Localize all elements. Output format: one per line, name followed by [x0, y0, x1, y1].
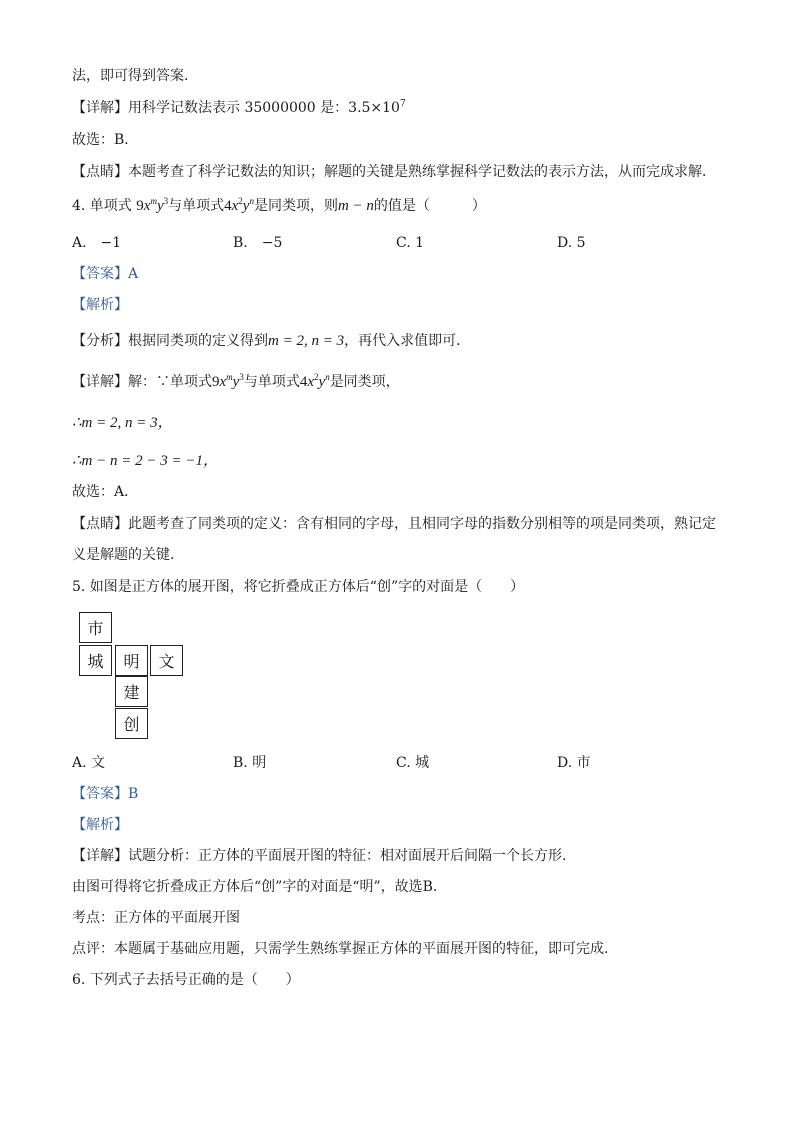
net-cell-shi: 市 — [79, 612, 112, 643]
net-cell-cheng: 城 — [79, 645, 112, 676]
q4-answer: 【答案】A — [72, 266, 139, 282]
q5-answer: 【答案】B — [72, 786, 139, 802]
q4-analysis-pre: 【分析】根据同类项的定义得到 — [72, 333, 268, 349]
q4-step-1: ∴m = 2, n = 3， — [72, 415, 173, 431]
q5-reason: 由图可得将它折叠成正方体后“创”字的对面是“明”，故选B. — [72, 879, 438, 895]
q4-analysis-heading: 【解析】 — [72, 297, 128, 313]
q5-analysis-heading: 【解析】 — [72, 817, 128, 833]
q5-option-b: B. 明 — [233, 755, 267, 771]
net-cell-chuang: 创 — [115, 708, 148, 739]
q4-detail-mid: 与单项式 — [243, 374, 300, 390]
q4-analysis-cond: m = 2, n = 3 — [268, 333, 345, 349]
q5-option-a: A. 文 — [72, 755, 106, 771]
q3-detail — [72, 98, 406, 118]
q3-exponent: 7 — [399, 99, 406, 109]
q5-detail: 【详解】试题分析：正方体的平面展开图的特征：相对面展开后间隔一个长方形. — [72, 848, 567, 864]
net-cell-jian: 建 — [115, 676, 148, 707]
q6-stem: 6. 下列式子去括号正确的是（ ） — [72, 972, 300, 988]
net-cell-ming: 明 — [115, 645, 148, 676]
q4-stem-mid2: 是同类项，则 — [253, 198, 338, 214]
q4-monomial-2: $4x^2y^n$ — [224, 196, 254, 214]
q4-stem-mid1: 与单项式 — [168, 198, 225, 214]
q5-option-c: C. 城 — [396, 755, 430, 771]
q4-monomial-1: $9x^my^3$ — [136, 196, 169, 214]
q4-step-2: ∴m − n = 2 − 3 = −1， — [72, 453, 218, 469]
q4-stem — [72, 196, 486, 216]
q4-option-c: C. 1 — [396, 235, 425, 251]
q3-comment: 【点睛】本题考查了科学记数法的知识；解题的关键是熟练掌握科学记数法的表示方法，从而完成求解． — [72, 164, 716, 180]
q5-knowledge-point: 考点：正方体的平面展开图 — [72, 910, 240, 926]
q4-stem-end: 的值是（ ） — [373, 198, 486, 214]
q4-option-b: B. −5 — [233, 235, 283, 251]
q4-choose: 故选：A． — [72, 484, 139, 500]
q4-option-a: A. −1 — [72, 235, 122, 251]
q3-choose: 故选：B． — [72, 132, 139, 148]
q3-detail-text: 【详解】用科学记数法表示 35000000 是：3.5×10 — [72, 100, 400, 116]
q5-option-d: D. 市 — [557, 755, 591, 771]
q5-review: 点评：本题属于基础应用题，只需学生熟练掌握正方体的平面展开图的特征，即可完成. — [72, 941, 609, 957]
q4-detail-post: 是同类项， — [329, 374, 400, 390]
q4-analysis — [72, 331, 470, 351]
q4-detail-monomial-2: $4x^2y^n$ — [299, 372, 330, 390]
q3-text-tail: 法，即可得到答案． — [72, 68, 198, 84]
q4-analysis-post: ，再代入求值即可． — [344, 333, 471, 349]
q4-stem-start: 4. 单项式 — [72, 198, 132, 214]
q4-detail-pre: 【详解】解：∵单项式 — [72, 374, 212, 390]
net-cell-wen: 文 — [150, 645, 183, 676]
q4-detail-monomial-1: $9x^my^3$ — [212, 372, 244, 390]
q4-target-expr: m − n — [337, 198, 374, 214]
q4-detail — [72, 372, 400, 392]
q4-comment-1: 【点睛】此题考查了同类项的定义：含有相同的字母，且相同字母的指数分别相等的项是同类项，熟记定 — [72, 516, 716, 532]
q4-comment-2: 义是解题的关键． — [72, 547, 184, 563]
q4-option-d: D. 5 — [557, 235, 586, 251]
q5-stem: 5. 如图是正方体的展开图，将它折叠成正方体后“创”字的对面是（ ） — [72, 579, 525, 595]
